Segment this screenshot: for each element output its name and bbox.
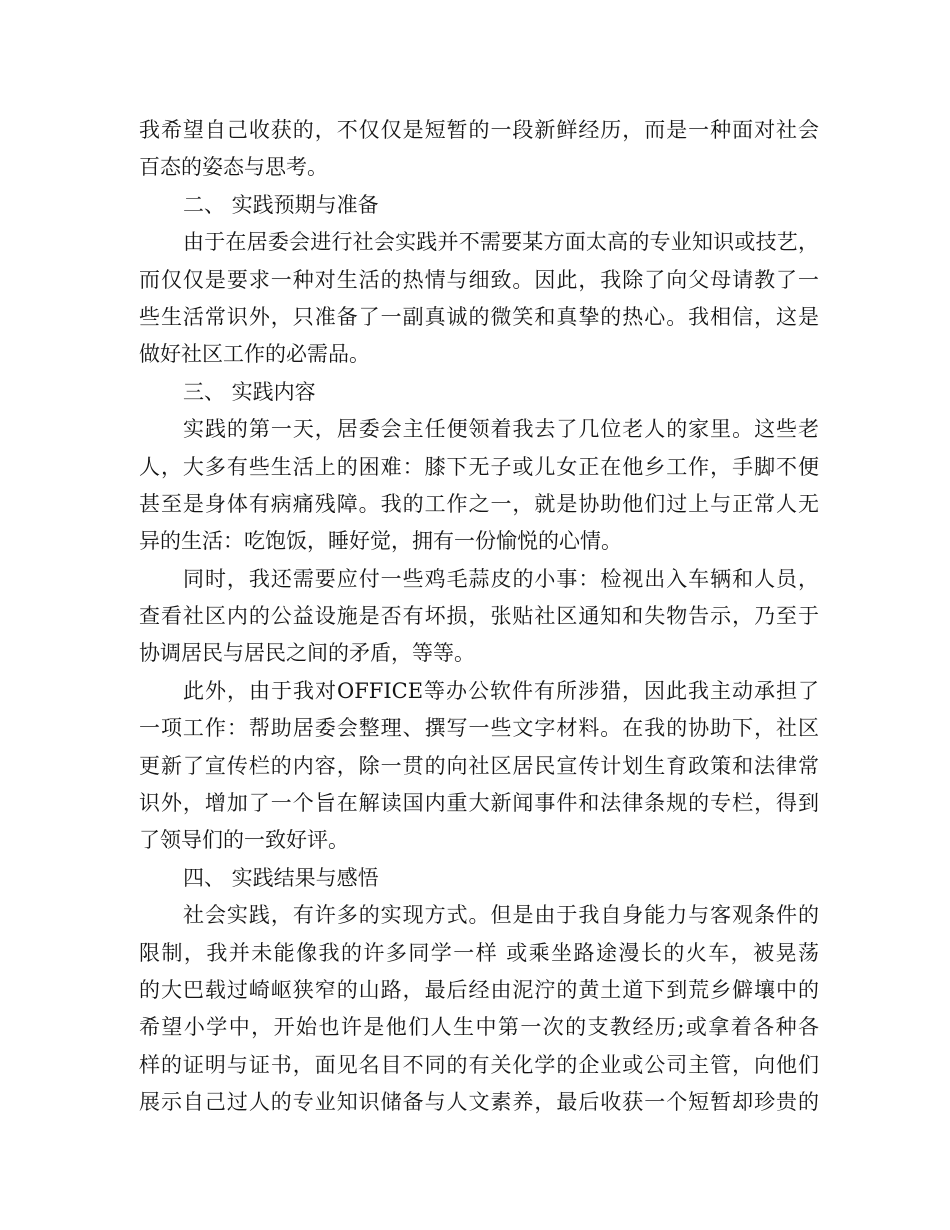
body-line: 人，大多有些生活上的困难：膝下无子或儿女正在他乡工作，手脚不便 [139, 454, 819, 479]
body-line: 希望小学中，开始也许是他们人生中第一次的支教经历;或拿着各种各 [139, 1015, 819, 1040]
body-line: 识外，增加了一个旨在解读国内重大新闻事件和法律条规的专栏，得到 [139, 791, 819, 816]
body-line: 百态的姿态与思考。 [139, 155, 328, 180]
body-line: 同时，我还需要应付一些鸡毛蒜皮的小事：检视出入车辆和人员， [183, 566, 819, 591]
body-line: 样的证明与证书，面见名目不同的有关化学的企业或公司主管，向他们 [139, 1052, 819, 1077]
section-heading: 二、 实践预期与准备 [183, 192, 379, 217]
body-line: 甚至是身体有病痛残障。我的工作之一，就是协助他们过上与正常人无 [139, 491, 819, 516]
body-line: 而仅仅是要求一种对生活的热情与细致。因此，我除了向父母请教了一 [139, 267, 819, 292]
body-line: 异的生活：吃饱饭，睡好觉，拥有一份愉悦的心情。 [139, 529, 622, 554]
body-line: 协调居民与居民之间的矛盾，等等。 [139, 641, 475, 666]
section-heading: 三、 实践内容 [183, 379, 316, 404]
body-line: 的大巴载过崎岖狭窄的山路，最后经由泥泞的黄土道下到荒乡僻壤中的 [139, 977, 819, 1002]
body-line: 展示自己过人的专业知识储备与人文素养，最后收获一个短暂却珍贵的 [139, 1090, 819, 1115]
body-line: 此外，由于我对OFFICE等办公软件有所涉猎，因此我主动承担了 [183, 678, 819, 703]
body-line: 限制，我并未能像我的许多同学一样 或乘坐路途漫长的火车，被晃荡 [139, 940, 819, 965]
body-line: 做好社区工作的必需品。 [139, 342, 370, 367]
body-line: 我希望自己收获的，不仅仅是短暂的一段新鲜经历，而是一种面对社会 [139, 118, 819, 142]
body-line: 一项工作：帮助居委会整理、撰写一些文字材料。在我的协助下，社区 [139, 716, 819, 741]
body-line: 些生活常识外，只准备了一副真诚的微笑和真挚的热心。我相信，这是 [139, 304, 819, 329]
document-body [139, 112, 819, 1122]
section-heading: 四、 实践结果与感悟 [183, 865, 379, 890]
body-line: 了领导们的一致好评。 [139, 828, 349, 853]
body-line: 实践的第一天，居委会主任便领着我去了几位老人的家里。这些老 [183, 417, 819, 442]
body-line: 由于在居委会进行社会实践并不需要某方面太高的专业知识或技艺， [183, 230, 819, 255]
body-line: 查看社区内的公益设施是否有坏损，张贴社区通知和失物告示，乃至于 [139, 604, 819, 629]
body-line: 更新了宣传栏的内容，除一贯的向社区居民宣传计划生育政策和法律常 [139, 753, 819, 778]
body-line: 社会实践，有许多的实现方式。但是由于我自身能力与客观条件的 [183, 903, 819, 928]
